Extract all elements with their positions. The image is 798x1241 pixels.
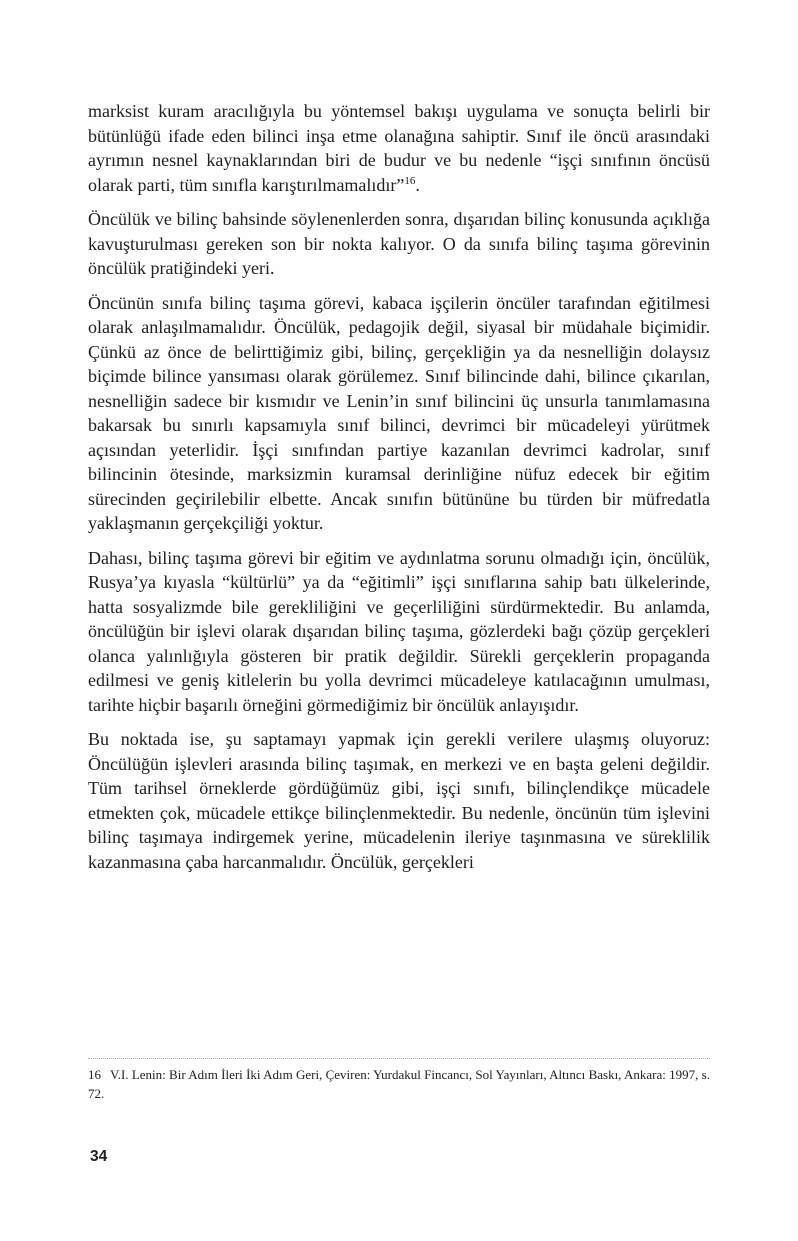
footnote-block <box>88 1058 710 1103</box>
page-number: 34 <box>90 1148 108 1165</box>
footnote <box>88 1066 710 1103</box>
paragraph-text: . <box>415 174 420 195</box>
paragraph: Bu noktada ise, şu saptamayı yapmak için gerekli verilere ulaşmış oluyoruz: Öncülüğün işlevleri arasında bilinç taşımak, en merkezi ve en başta geleni değildir. Tüm tarihsel örneklerde gördüğümüz gibi, işçi sınıfı, bilinçlendikçe mücadele etmekten çok, mücadele ettikçe bilinçlenmektedir. Bu nedenle, öncünün tüm işlevini bilinç taşımaya indirgemek yerine, mücadelenin ileriye taşınmasına ve süreklilik kazanmasına çaba harcanmalıdır. Öncülük, gerçekleri <box>88 729 710 872</box>
page-body <box>88 99 710 1049</box>
paragraph: Dahası, bilinç taşıma görevi bir eğitim ve aydınlatma sorunu olmadığı için, öncülük, Rusya’ya kıyasla “kültürlü” ya da “eğitimli” işçi sınıflarına sahip batı ülkelerinde, hatta sosyalizmde bile gerekliliğini ve geçerliliğini sürdürmektedir. Bu anlamda, öncülüğün bir işlevi olarak dışarıdan bilinç taşıma, gözlerdeki bağı çözüp gerçekleri olanca yalınlığıyla gösteren bir pratik değildir. Sürekli gerçeklerin propaganda edilmesi ve geniş kitlelerin bu yolla devrimci mücadeleye katılacağının umulması, tarihte hiçbir başarılı örneğini görmediğimiz bir öncülük anlayışıdır. <box>88 547 710 715</box>
paragraph <box>88 99 710 197</box>
footnote-marker: 16 <box>88 1067 101 1082</box>
paragraph: Öncünün sınıfa bilinç taşıma görevi, kabaca işçilerin öncüler tarafından eğitilmesi olarak anlaşılmamalıdır. Öncülük, pedagojik değil, siyasal bir müdahale biçimidir. Çünkü az önce de belirttiğimiz gibi, bilinç, gerçekliğin ya da nesnelliğin dolaysız biçimde bilince yansıması olarak görülemez. Sınıf bilincinde dahi, bilince çıkarılan, nesnelliğin sadece bir kısmıdır ve Lenin’in sınıf bilincini üç unsurla tanımlamasına bakarsak bu sınırlı kapsamıyla sınıf bilinci, devrimci bir mücadeleyi yürütmek açısından yeterlidir. İşçi sınıfından partiye kazanılan devrimci kadrolar, sınıf bilincinin ötesinde, marksizmin kuramsal derinliğine nüfuz edecek bir eğitim sürecinden geçirilebilir elbette. Ancak sınıfın bütününe bu türden bir müfredatla yaklaşmanın gerçekçiliği yoktur. <box>88 292 710 533</box>
paragraph-text: marksist kuram aracılığıyla bu yöntemsel bakışı uygulama ve sonuçta belirli bir bütünlüğü ifade eden bilinci inşa etme olanağına sahiptir. Sınıf ile öncü arasındaki ayrımın nesnel kaynaklarından biri de budur ve bu nedenle “işçi sınıfının öncüsü olarak parti, tüm sınıfla karıştırılmamalıdır” <box>88 101 710 195</box>
footnote-separator <box>88 1058 710 1059</box>
footnote-reference: 16 <box>404 174 416 187</box>
footnote-text: V.I. Lenin: Bir Adım İleri İki Adım Geri, Çeviren: Yurdakul Fincancı, Sol Yayınları, Altıncı Baskı, Ankara: 1997, s. 72. <box>88 1067 710 1101</box>
paragraph: Öncülük ve bilinç bahsinde söylenenlerden sonra, dışarıdan bilinç konusunda açıklığa kavuşturulması gereken son bir nokta kalıyor. O da sınıfa bilinç taşıma görevinin öncülük pratiğindeki yeri. <box>88 209 710 278</box>
